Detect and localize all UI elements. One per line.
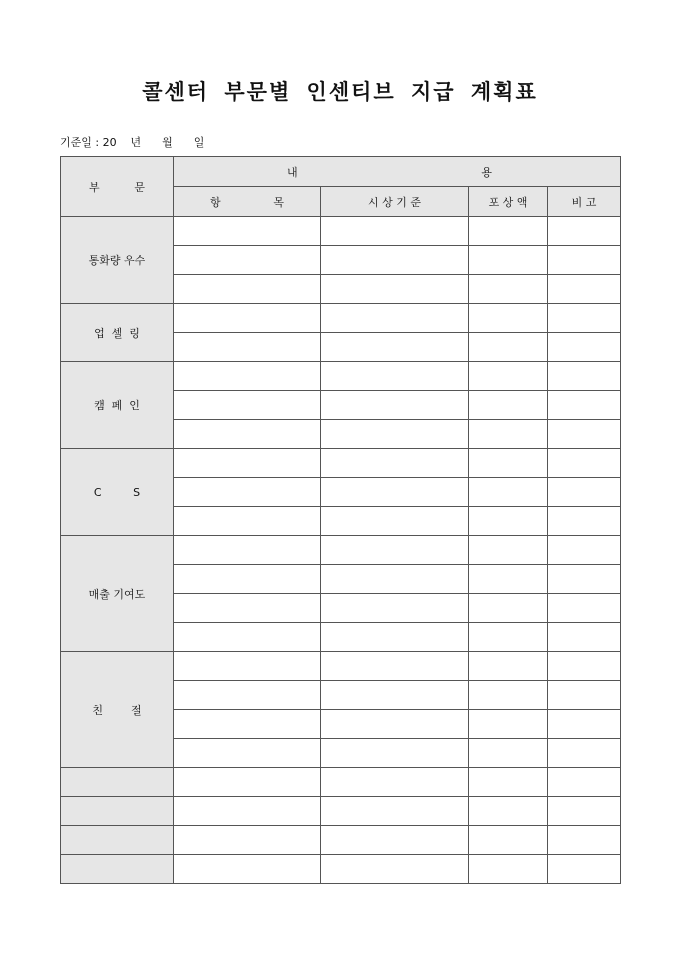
reference-date: 기준일 : 20 년 월 일 — [60, 136, 205, 149]
dept-label — [61, 855, 174, 884]
remarks-cell[interactable] — [548, 391, 621, 420]
remarks-cell[interactable] — [548, 217, 621, 246]
remarks-cell[interactable] — [548, 739, 621, 768]
item-cell[interactable] — [174, 449, 321, 478]
header-remarks: 비 고 — [548, 187, 621, 217]
dept-label — [61, 768, 174, 797]
dept-label: 통화량 우수 — [61, 217, 174, 304]
criteria-cell[interactable] — [321, 275, 469, 304]
table-row — [61, 217, 621, 246]
item-cell[interactable] — [174, 826, 321, 855]
item-cell[interactable] — [174, 362, 321, 391]
criteria-cell[interactable] — [321, 681, 469, 710]
item-cell[interactable] — [174, 420, 321, 449]
remarks-cell[interactable] — [548, 565, 621, 594]
table-row — [61, 855, 621, 884]
remarks-cell[interactable] — [548, 362, 621, 391]
item-cell[interactable] — [174, 507, 321, 536]
remarks-cell[interactable] — [548, 478, 621, 507]
header-reward: 포 상 액 — [469, 187, 548, 217]
remarks-cell[interactable] — [548, 768, 621, 797]
remarks-cell[interactable] — [548, 333, 621, 362]
header-item: 항 목 — [174, 187, 321, 217]
dept-label: 업 셀 링 — [61, 304, 174, 362]
dept-label — [61, 797, 174, 826]
reward-cell[interactable] — [469, 565, 548, 594]
item-cell[interactable] — [174, 739, 321, 768]
remarks-cell[interactable] — [548, 826, 621, 855]
criteria-cell[interactable] — [321, 391, 469, 420]
criteria-cell[interactable] — [321, 710, 469, 739]
item-cell[interactable] — [174, 333, 321, 362]
remarks-cell[interactable] — [548, 420, 621, 449]
reward-cell[interactable] — [469, 623, 548, 652]
remarks-cell[interactable] — [548, 681, 621, 710]
item-cell[interactable] — [174, 855, 321, 884]
incentive-plan-table — [60, 156, 621, 884]
reward-cell[interactable] — [469, 304, 548, 333]
remarks-cell[interactable] — [548, 594, 621, 623]
reward-cell[interactable] — [469, 275, 548, 304]
item-cell[interactable] — [174, 623, 321, 652]
item-cell[interactable] — [174, 710, 321, 739]
criteria-cell[interactable] — [321, 536, 469, 565]
criteria-cell[interactable] — [321, 478, 469, 507]
reward-cell[interactable] — [469, 507, 548, 536]
criteria-cell[interactable] — [321, 449, 469, 478]
reward-cell[interactable] — [469, 449, 548, 478]
table-row — [61, 362, 621, 391]
criteria-cell[interactable] — [321, 623, 469, 652]
criteria-cell[interactable] — [321, 565, 469, 594]
item-cell[interactable] — [174, 565, 321, 594]
reward-cell[interactable] — [469, 333, 548, 362]
remarks-cell[interactable] — [548, 797, 621, 826]
reward-cell[interactable] — [469, 739, 548, 768]
remarks-cell[interactable] — [548, 304, 621, 333]
page-title: 콜센터 부문별 인센티브 지급 계획표 — [142, 79, 538, 104]
table-row — [61, 797, 621, 826]
criteria-cell[interactable] — [321, 826, 469, 855]
remarks-cell[interactable] — [548, 652, 621, 681]
item-cell[interactable] — [174, 217, 321, 246]
header-dept: 부 문 — [61, 157, 174, 217]
item-cell[interactable] — [174, 768, 321, 797]
remarks-cell[interactable] — [548, 246, 621, 275]
reward-cell[interactable] — [469, 826, 548, 855]
item-cell[interactable] — [174, 536, 321, 565]
item-cell[interactable] — [174, 478, 321, 507]
table-row — [61, 449, 621, 478]
reward-cell[interactable] — [469, 710, 548, 739]
item-cell[interactable] — [174, 391, 321, 420]
reward-cell[interactable] — [469, 536, 548, 565]
reward-cell[interactable] — [469, 362, 548, 391]
criteria-cell[interactable] — [321, 739, 469, 768]
criteria-cell[interactable] — [321, 333, 469, 362]
criteria-cell[interactable] — [321, 217, 469, 246]
table-row — [61, 304, 621, 333]
criteria-cell[interactable] — [321, 304, 469, 333]
reward-cell[interactable] — [469, 594, 548, 623]
criteria-cell[interactable] — [321, 594, 469, 623]
remarks-cell[interactable] — [548, 507, 621, 536]
dept-label — [61, 826, 174, 855]
reward-cell[interactable] — [469, 420, 548, 449]
criteria-cell[interactable] — [321, 246, 469, 275]
item-cell[interactable] — [174, 681, 321, 710]
criteria-cell[interactable] — [321, 420, 469, 449]
reward-cell[interactable] — [469, 855, 548, 884]
header-criteria: 시 상 기 준 — [321, 187, 469, 217]
remarks-cell[interactable] — [548, 623, 621, 652]
table-row — [61, 652, 621, 681]
criteria-cell[interactable] — [321, 362, 469, 391]
reward-cell[interactable] — [469, 797, 548, 826]
criteria-cell[interactable] — [321, 507, 469, 536]
remarks-cell[interactable] — [548, 855, 621, 884]
dept-label: 캠 페 인 — [61, 362, 174, 449]
item-cell[interactable] — [174, 246, 321, 275]
criteria-cell[interactable] — [321, 855, 469, 884]
dept-label: 친 절 — [61, 652, 174, 768]
table-row — [61, 536, 621, 565]
criteria-cell[interactable] — [321, 768, 469, 797]
remarks-cell[interactable] — [548, 710, 621, 739]
dept-label: C S — [61, 449, 174, 536]
item-cell[interactable] — [174, 797, 321, 826]
table-row — [61, 768, 621, 797]
item-cell[interactable] — [174, 594, 321, 623]
header-content: 내 용 — [174, 157, 621, 187]
criteria-cell[interactable] — [321, 652, 469, 681]
reward-cell[interactable] — [469, 768, 548, 797]
table-row — [61, 826, 621, 855]
reward-cell[interactable] — [469, 681, 548, 710]
reward-cell[interactable] — [469, 246, 548, 275]
item-cell[interactable] — [174, 304, 321, 333]
item-cell[interactable] — [174, 652, 321, 681]
remarks-cell[interactable] — [548, 449, 621, 478]
criteria-cell[interactable] — [321, 797, 469, 826]
reward-cell[interactable] — [469, 391, 548, 420]
remarks-cell[interactable] — [548, 536, 621, 565]
item-cell[interactable] — [174, 275, 321, 304]
remarks-cell[interactable] — [548, 275, 621, 304]
dept-label: 매출 기여도 — [61, 536, 174, 652]
reward-cell[interactable] — [469, 652, 548, 681]
reward-cell[interactable] — [469, 217, 548, 246]
reward-cell[interactable] — [469, 478, 548, 507]
